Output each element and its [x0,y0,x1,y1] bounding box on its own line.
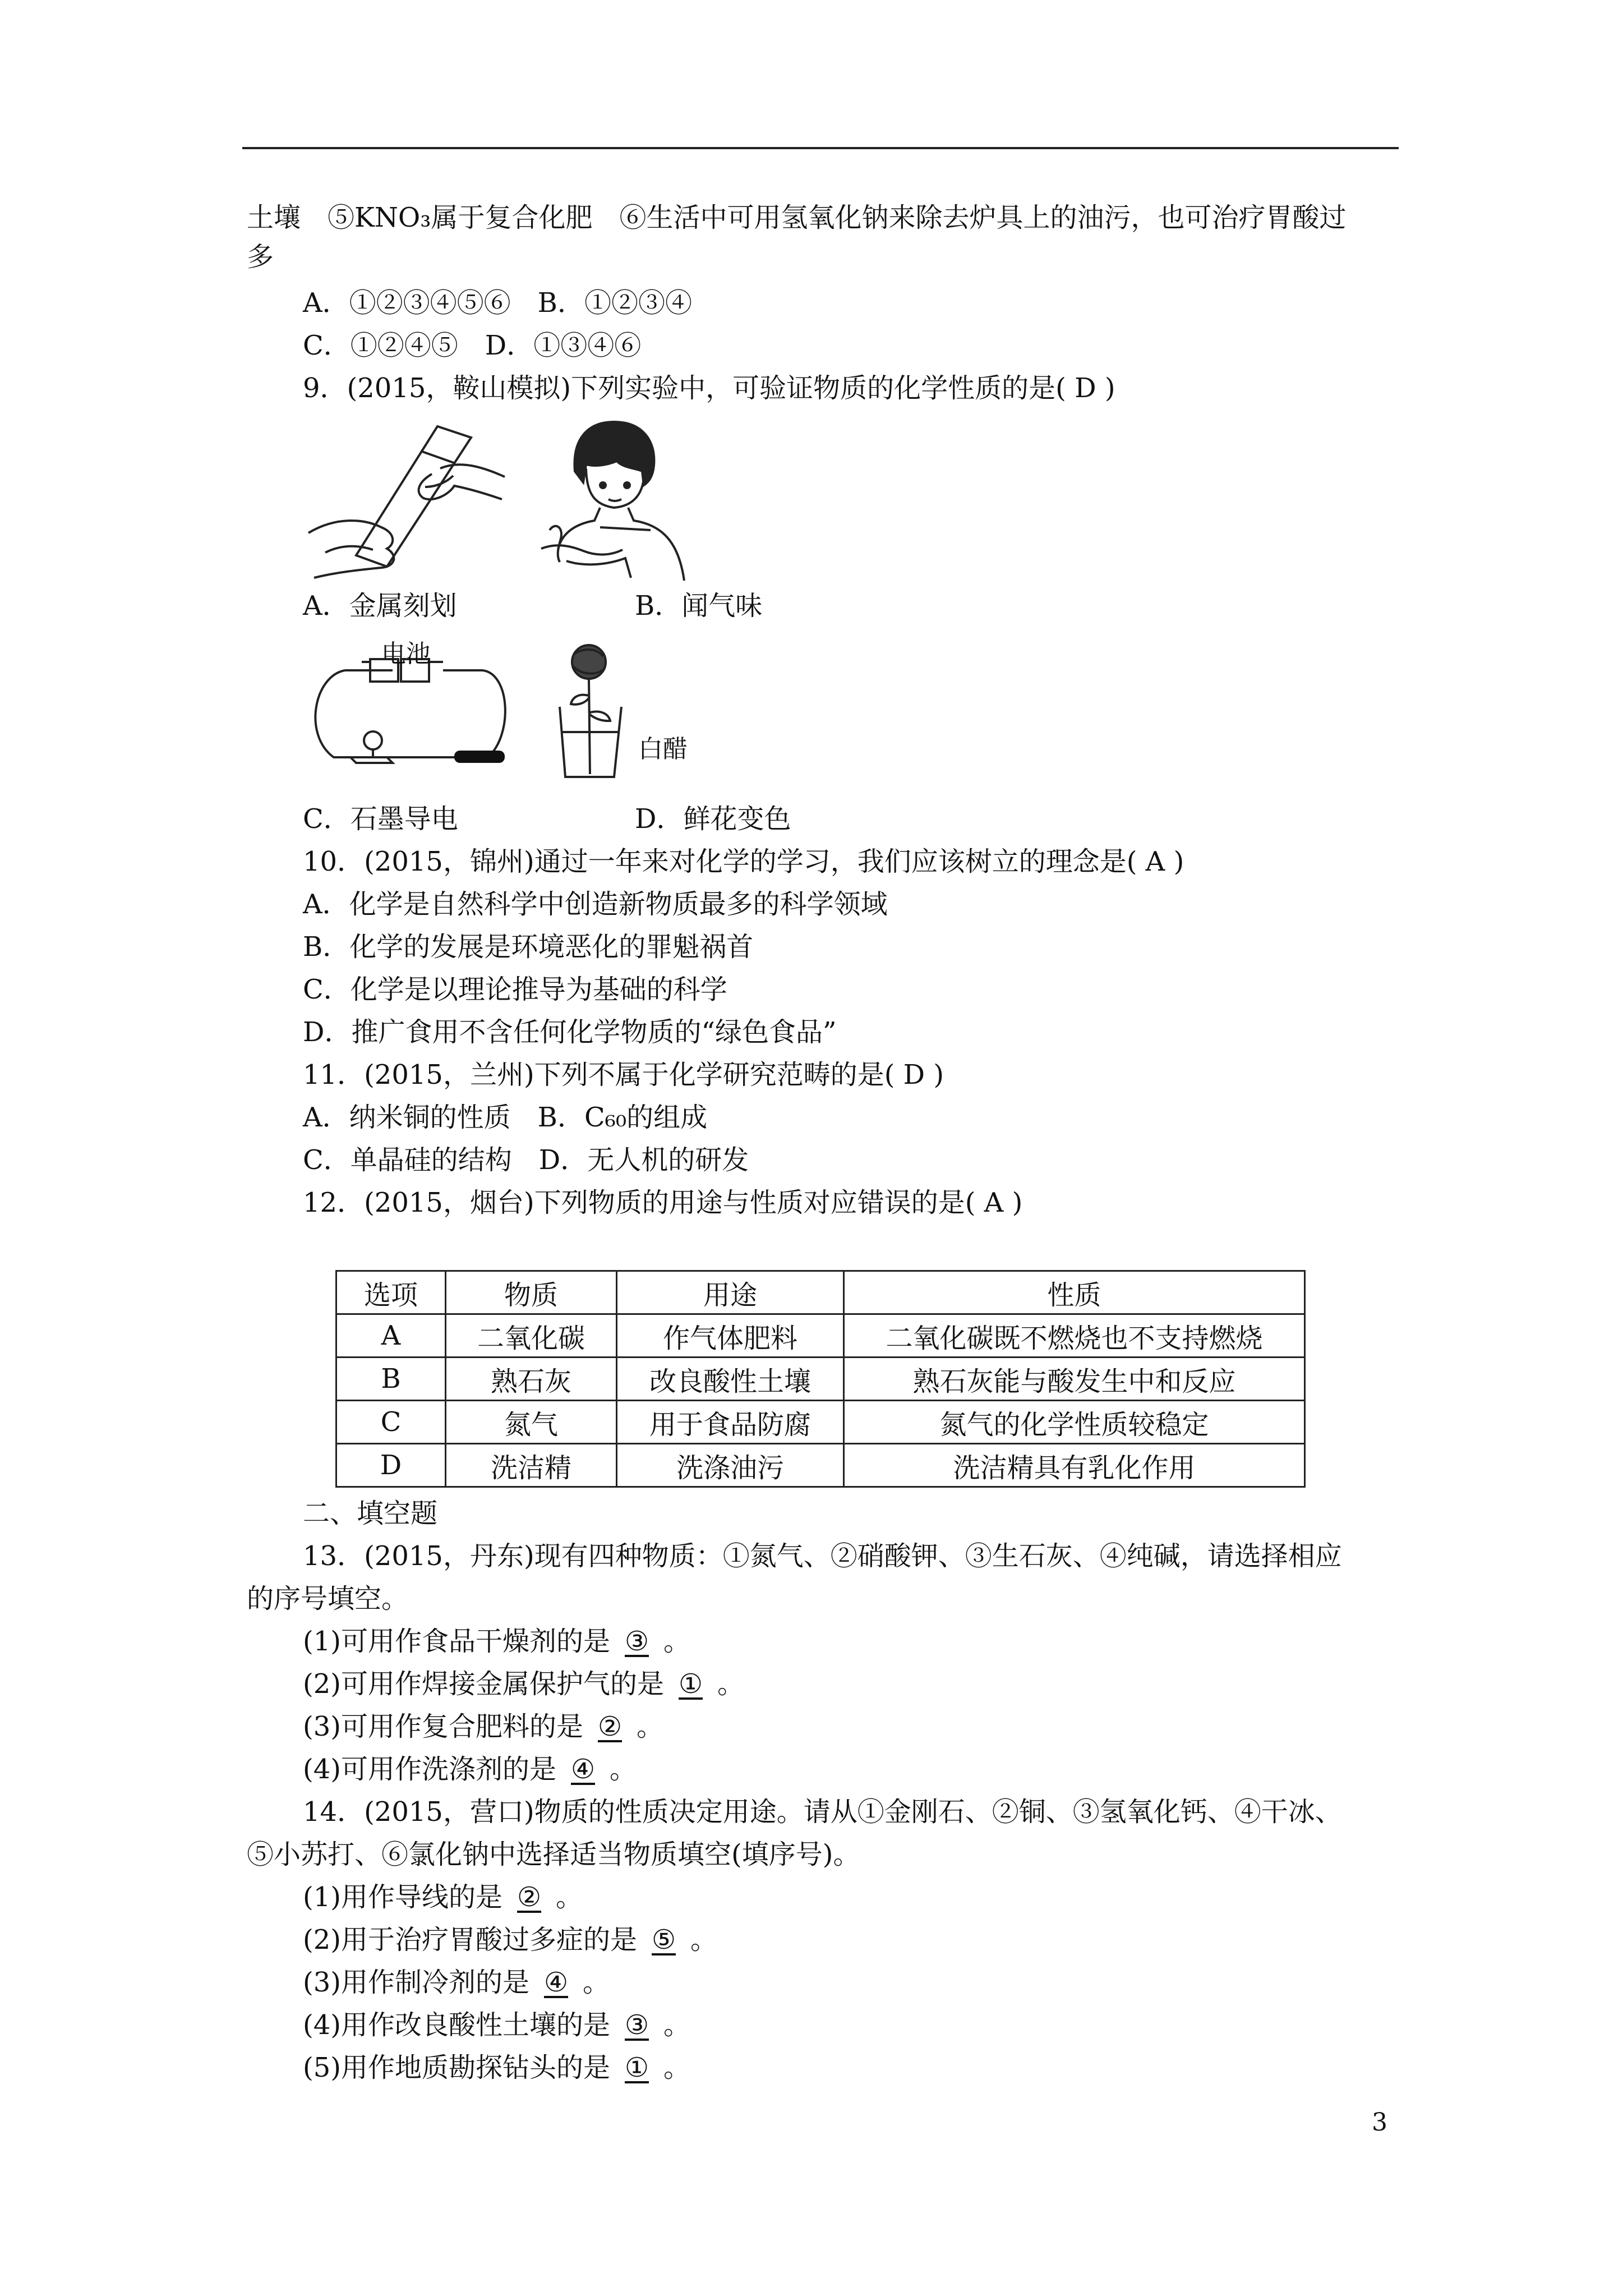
table-cell: 熟石灰 [446,1358,617,1401]
table-cell: 二氧化碳 [446,1314,617,1358]
table-cell: C [336,1401,446,1444]
answer-blank: ⑤ [652,1924,676,1955]
answer-blank: ④ [571,1754,596,1785]
q14-stem-line-2: ⑤小苏打、⑥氯化钠中选择适当物质填空(填序号)。 [247,1839,860,1870]
answer-blank: ③ [625,2009,649,2041]
q8-options-cd: C．①②④⑤ D．①③④⑥ [303,330,642,361]
q14-item-1: (1)用作导线的是 ② 。 [303,1881,583,1913]
table-cell: D [336,1444,446,1487]
carry-line-1: 土壤 ⑤KNO₃属于复合化肥 ⑥生活中可用氢氧化钠来除去炉具上的油污，也可治疗胃酸过 [247,202,1347,233]
table-row [336,1401,1305,1444]
table-header-cell: 选项 [336,1271,446,1314]
q10-stem: 10．(2015，锦州)通过一年来对化学的学习，我们应该树立的理念是( A ) [303,846,1184,877]
table-header-cell: 用途 [617,1271,844,1314]
page-number: 3 [1372,2108,1387,2137]
q14-item-5: (5)用作地质勘探钻头的是 ① 。 [303,2052,691,2083]
q14-item-4: (4)用作改良酸性土壤的是 ③ 。 [303,2009,691,2041]
table-row [336,1358,1305,1401]
carry-line-2: 多 [247,241,274,273]
q13-stem-line-2: 的序号填空。 [247,1583,409,1614]
q13-item-3: (3)可用作复合肥料的是 ② 。 [303,1711,664,1742]
answer-blank: ② [598,1711,623,1742]
q11-options-cd: C．单晶硅的结构 D．无人机的研发 [303,1144,749,1176]
table-header-row [336,1271,1305,1314]
q8-options-ab: A．①②③④⑤⑥ B．①②③④ [303,287,692,319]
table-row [336,1314,1305,1358]
q9-caption-c: C．石墨导电 [303,803,458,835]
q9-caption-a: A．金属刻划 [303,590,457,622]
q10-option-a: A．化学是自然科学中创造新物质最多的科学领域 [303,889,888,920]
q10-option-d: D．推广食用不含任何化学物质的“绿色食品” [303,1016,837,1048]
q14-stem-line-1: 14．(2015，营口)物质的性质决定用途。请从①金刚石、②铜、③氢氧化钙、④干冰、 [303,1796,1342,1828]
table-cell: 洗涤油污 [617,1444,844,1487]
table-cell: 熟石灰能与酸发生中和反应 [844,1358,1305,1401]
table-cell: B [336,1358,446,1401]
header-rule [242,147,1399,149]
q9-caption-b: B．闻气味 [635,590,763,622]
q13-item-1: (1)可用作食品干燥剂的是 ③ 。 [303,1626,691,1657]
table-cell: 二氧化碳既不燃烧也不支持燃烧 [844,1314,1305,1358]
q11-options-ab: A．纳米铜的性质 B．C₆₀的组成 [303,1102,708,1133]
table-cell: 氮气 [446,1401,617,1444]
table-cell: 氮气的化学性质较稳定 [844,1401,1305,1444]
q12-table [335,1270,1306,1488]
answer-blank: ② [517,1881,542,1913]
table-cell: 作气体肥料 [617,1314,844,1358]
smelling-figure [533,415,701,583]
answer-blank: ③ [625,1626,649,1657]
table-cell: 改良酸性土壤 [617,1358,844,1401]
q10-option-b: B．化学的发展是环境恶化的罪魁祸首 [303,931,754,963]
answer-blank: ④ [544,1967,569,1998]
battery-label: 电池 [381,639,431,668]
metal-scratch-figure [303,415,516,583]
table-cell: 洗洁精具有乳化作用 [844,1444,1305,1487]
q13-stem-line-1: 13．(2015，丹东)现有四种物质：①氮气、②硝酸钾、③生石灰、④纯碱，请选择相应 [303,1540,1342,1572]
table-header-cell: 物质 [446,1271,617,1314]
flower-in-vinegar-figure [555,639,628,780]
section-title: 二、填空题 [303,1498,438,1529]
q12-stem: 12．(2015，烟台)下列物质的用途与性质对应错误的是( A ) [303,1187,1023,1218]
q14-item-3: (3)用作制冷剂的是 ④ 。 [303,1967,610,1998]
table-header-cell: 性质 [844,1271,1305,1314]
table-cell: 洗洁精 [446,1444,617,1487]
q13-item-4: (4)可用作洗涤剂的是 ④ 。 [303,1754,637,1785]
q9-stem: 9．(2015，鞍山模拟)下列实验中，可验证物质的化学性质的是( D ) [303,372,1115,404]
q14-item-2: (2)用于治疗胃酸过多症的是 ⑤ 。 [303,1924,718,1955]
table-cell: 用于食品防腐 [617,1401,844,1444]
q9-caption-d: D．鲜花变色 [635,803,791,835]
q11-stem: 11．(2015，兰州)下列不属于化学研究范畴的是( D ) [303,1059,944,1091]
answer-blank: ① [679,1668,703,1700]
q10-option-c: C．化学是以理论推导为基础的科学 [303,974,727,1005]
table-row [336,1444,1305,1487]
vinegar-label: 白醋 [638,735,688,763]
table-cell: A [336,1314,446,1358]
answer-blank: ① [625,2052,649,2083]
q13-item-2: (2)可用作焊接金属保护气的是 ① 。 [303,1668,745,1700]
